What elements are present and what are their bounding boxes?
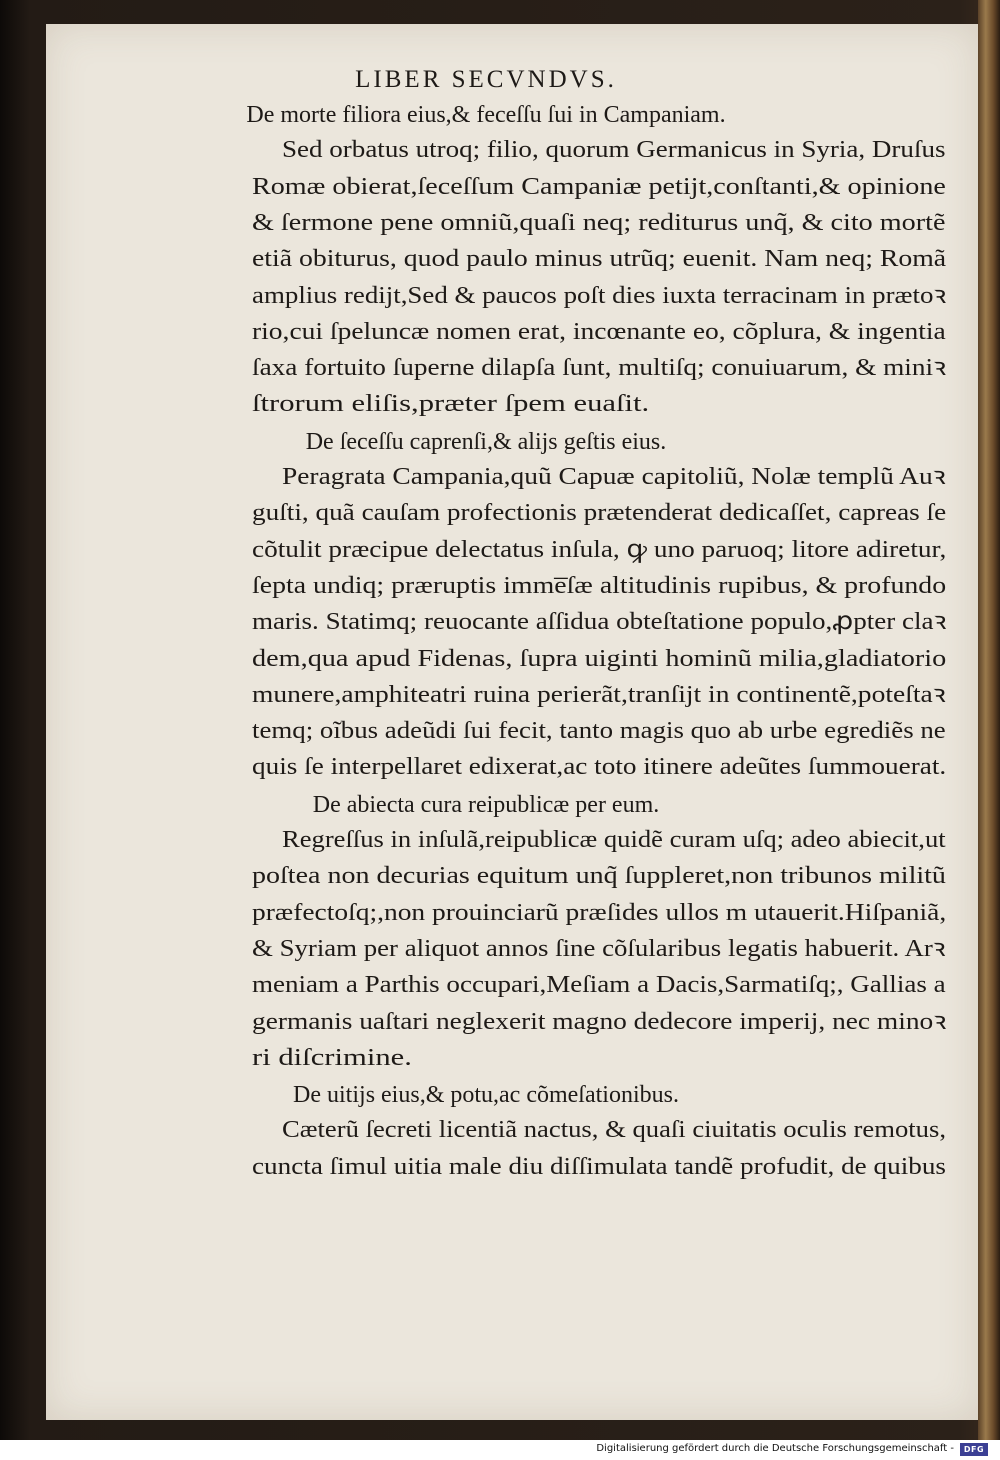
text-line: Cæterũ ſecreti licentiã nactus, & quaſi ciuitatis oculis remotus,	[282, 1116, 946, 1144]
book-edge	[978, 0, 1000, 1440]
text-line: ſtrorum eliſis,præter ſpem euaſit.	[252, 390, 650, 418]
text-line: germanis uaſtari neglexerit magno dedecore imperij, nec minoꝛ	[252, 1007, 947, 1035]
text-line: & Syriam per aliquot annos ſine cõſularibus legatis habuerit. Arꝛ	[252, 934, 946, 962]
text-line: temq; oĩbus adeũdi ſui fecit, tanto magis quo ab urbe egrediẽs ne	[252, 717, 946, 745]
text-line: poſtea non decurias equitum unq̃ ſuppleret,non tribunos militũ	[252, 862, 946, 890]
text-line: & ſermone pene omniũ,quaſi neq; rediturus unq̃, & cito mortẽ	[252, 208, 946, 236]
text-line: guſti, quã cauſam profectionis prætenderat dedicaſſet, capreas ſe	[252, 499, 947, 527]
section-heading: De ſeceſſu caprenſi,& alijs geſtis eius.	[305, 428, 667, 455]
text-line: quis ſe interpellaret edixerat,ac toto itinere adeũtes ſummouerat.	[252, 753, 947, 781]
text-line: etiã obiturus, quod paulo minus utrũq; euenit. Nam neq; Romã	[252, 245, 947, 273]
text-line: ſaxa fortuito ſuperne dilapſa ſunt, multiſq; conuiuarum, & miniꝛ	[252, 354, 946, 382]
text-line: Sed orbatus utroq; filio, quorum Germanicus in Syria, Druſus	[282, 136, 946, 164]
section-heading: De abiecta cura reipublicæ per eum.	[312, 791, 660, 818]
section-heading: De morte filiora eius,& feceſſu ſui in Campaniam.	[246, 102, 726, 128]
dfg-logo-icon: DFG	[960, 1443, 988, 1456]
text-line: præfectoſq;,non prouinciarũ præſides ullos m utauerit.Hiſpaniã,	[252, 898, 947, 926]
text-line: cuncta ſimul uitia male diu diſſimulata tandẽ profudit, de quibus	[252, 1152, 946, 1180]
text-line: meniam a Parthis occupari,Meſiam a Dacis,Sarmatiſq;, Gallias a	[252, 971, 946, 999]
text-line: amplius redijt,Sed & paucos poſt dies iuxta terracinam in prætoꝛ	[252, 281, 947, 309]
footer-bar	[0, 1440, 1000, 1460]
footer-credit: Digitalisierung gefördert durch die Deutsche Forschungsgemeinschaft -	[596, 1443, 954, 1454]
text-line: Peragrata Campania,quũ Capuæ capitoliũ, Nolæ templũ Auꝛ	[282, 463, 946, 490]
text-line: dem,qua apud Fidenas, ſupra uiginti hominũ milia,gladiatorio	[252, 644, 947, 672]
text-line: maris. Statimq; reuocante aſſidua obteſtatione populo,ꝓpter claꝛ	[252, 608, 947, 636]
text-line: ri diſcrimine.	[252, 1043, 412, 1071]
section-heading: De uitijs eius,& potu,ac cõmeſationibus.	[293, 1082, 679, 1109]
text-line: munere,amphiteatri ruina perierãt,tranſijt in continentẽ,poteſtaꝛ	[252, 680, 946, 708]
page-text-block	[46, 24, 978, 1420]
text-line: ſepta undiq; præruptis imme̅ſæ altitudinis rupibus, & profundo	[252, 571, 947, 599]
book-page	[46, 24, 978, 1420]
text-line: rio,cui ſpeluncæ nomen erat, incœnante eo, cõplura, & ingentia	[252, 317, 946, 345]
text-line: Romæ obierat,ſeceſſum Campaniæ petijt,conſtanti,& opinione	[252, 172, 946, 200]
text-line: Regreſſus in inſulã,reipublicæ quidẽ curam uſq; adeo abiecit,ut	[282, 826, 946, 853]
text-line: cõtulit præcipue delectatus inſula, ꝙ uno paruoq; litore adiretur,	[252, 535, 947, 563]
running-head: LIBER SECVNDVS.	[355, 66, 617, 93]
